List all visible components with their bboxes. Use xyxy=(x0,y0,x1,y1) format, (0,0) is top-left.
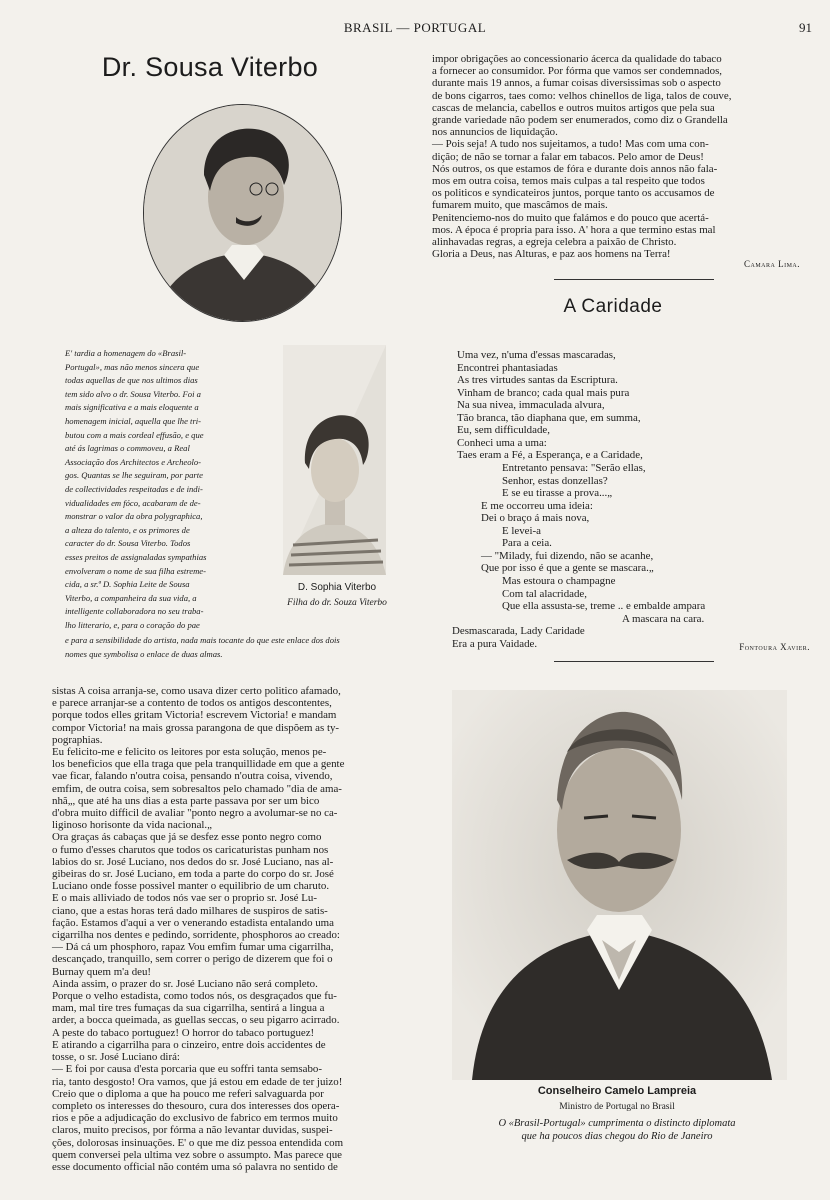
text-line: descançado, tranquillo, sem correr o perigo de dizerem que foi o xyxy=(52,953,333,966)
text-line: ciano, que a estas horas terá dado milhares de suspiros de satis- xyxy=(52,904,328,917)
text-line: cascas de melancia, cabellos e outros muitos artigos que pela sua xyxy=(432,101,715,114)
viterbo-caption-text xyxy=(65,347,255,632)
text-line: caracter do dr. Sousa Viterbo. Todos xyxy=(65,538,191,549)
text-line: mais significativa e a mais eloquente a xyxy=(65,402,199,413)
text-line: A peste do tabaco portuguez! O horror do tabaco portuguez! xyxy=(52,1026,315,1039)
text-line: tosse, o sr. José Luciano dirá: xyxy=(52,1051,180,1064)
text-line: vidualidades em fóco, acabaram de de- xyxy=(65,497,201,508)
poem-line: E me occorreu uma ideia: xyxy=(481,499,593,512)
text-line: arder, a bocca queimada, as guellas seccas, o seu pigarro acirrado. xyxy=(52,1014,340,1027)
sophia-portrait-photo-icon xyxy=(283,345,386,575)
text-line: rios e põe a adjudicação do exclusivo de fabrico em termos muito xyxy=(52,1112,338,1125)
text-line: intelligente collaboradora no seu traba- xyxy=(65,606,204,617)
lampreia-name: Conselheiro Camelo Lampreia xyxy=(537,1085,697,1097)
text-line: Vinham de branco; cada qual mais pura xyxy=(457,386,630,399)
text-line: homenagem inicial, aquella que lhe tri- xyxy=(65,415,202,426)
article-title-viterbo: Dr. Sousa Viterbo xyxy=(101,52,319,82)
viterbo-caption-wide xyxy=(65,634,425,661)
text-line: liginoso horisonte da vida nacional.„ xyxy=(52,819,212,832)
text-line: Portugal», mas não menos sincera que xyxy=(65,361,200,372)
text-line: claros, muito precisos, por fórma a não levantar duvidas, suspei- xyxy=(52,1124,333,1137)
text-line: Creio que o diploma a que ha pouco me referi salvaguarda por xyxy=(52,1087,324,1100)
text-line: fumarem muito, que mascâmos de mais. xyxy=(432,199,608,212)
text-line: Tão branca, tão diaphana que, em summa, xyxy=(457,411,641,424)
text-line: Viterbo, a companheira da sua vida, a xyxy=(65,592,197,603)
poem-stanza-2 xyxy=(452,462,654,575)
left-bottom-article xyxy=(52,685,418,1173)
text-line: ria, tanto desgosto! Ora vamos, que já estou em edade de ter juizo! xyxy=(52,1075,343,1088)
text-line: ções, dolorosas insinuações. E' o que me diz pessoa entendida com xyxy=(52,1136,344,1149)
lampreia-role: Ministro de Portugal no Brasil xyxy=(559,1102,675,1112)
text-line: los beneficios que ella traga que pela tranquillidade em que a gente xyxy=(52,758,345,771)
text-line: até ás lagrimas o commoveu, a Real xyxy=(65,443,190,454)
text-line: Na sua nivea, immaculada alvura, xyxy=(457,399,605,411)
text-line: E atirando a cigarrilha para o cinzeiro, entre dois accidentes de xyxy=(52,1038,326,1051)
text-line: Penitenciemo-nos do muito que falámos e do pouco que acertá- xyxy=(432,211,709,224)
text-line: — E foi por causa d'esta porcaria que eu soffri tanta semsabo- xyxy=(52,1063,322,1076)
lampreia-caption-line-2: que ha poucos dias chegou do Rio de Janeiro xyxy=(521,1131,713,1142)
text-line: os politicos e syndicateiros juntos, porque tanto os accusamos de xyxy=(432,187,715,200)
text-line: — Pois seja! A tudo nos sujeitamos, a tudo! Mas com uma con- xyxy=(432,138,709,151)
signature-camara-lima: Camara Lima. xyxy=(743,259,800,269)
text-line: mos. A época é propria para isso. A' hora a que termino estas mal xyxy=(432,223,716,236)
poem-line: — "Milady, fui dizendo, não se acanhe, xyxy=(481,549,654,562)
text-line: Nós outros, os que estamos de fóra e durante dois annos não fala- xyxy=(432,162,718,175)
text-line: envolveram o nome de sua filha estreme- xyxy=(65,565,206,576)
viterbo-caption-block xyxy=(65,347,255,632)
poem-stanza-3 xyxy=(452,575,705,650)
text-line: fação. Estamos d'aqui a ver o venerando estadista entalando uma xyxy=(52,916,334,929)
text-line: — Dá cá um phosphoro, rapaz Vou emfim fumar uma cigarrilha, xyxy=(52,941,334,954)
text-line: sistas A coisa arranja-se, como usava dizer certo politico afamado, xyxy=(52,685,341,697)
text-line: Eu, sem difficuldade, xyxy=(457,424,550,436)
poem-line: A mascara na cara. xyxy=(622,612,705,625)
text-line: Eu felicito-me e felicito os leitores por esta solução, menos pe- xyxy=(52,746,327,759)
text-line: gibeiras do sr. José Luciano, em toda a parte do corpo do sr. José xyxy=(52,868,334,881)
text-line: cigarrilha nos dentes e pedindo, sorridente, phosphoros ao creado: xyxy=(52,929,340,942)
text-line: alinhavadas regras, a egreja celebra a paixão de Christo. xyxy=(432,236,677,249)
sophia-caption-sub: Filha do dr. Souza Viterbo xyxy=(287,598,387,608)
text-line: E' tardia a homenagem do «Brasil- xyxy=(65,348,187,358)
text-line: e parece arranjar-se a contento de todos os antigos descontentes, xyxy=(52,697,332,710)
lampreia-portrait-photo-icon xyxy=(452,690,787,1080)
text-line: Porque o velho estadista, como todos nós, os desgraçados que fu- xyxy=(52,990,337,1003)
poem-line: Desmascarada, Lady Caridade xyxy=(452,625,585,637)
poem-stanza-1 xyxy=(457,349,643,462)
signature-fontoura-xavier: Fontoura Xavier. xyxy=(739,642,810,652)
text-line: tem sido alvo o dr. Sousa Viterbo. Foi a xyxy=(65,388,201,399)
text-line: Conheci uma a uma: xyxy=(457,436,547,449)
poem-line: Entretanto pensava: "Serão ellas, xyxy=(502,462,646,474)
poem-line: Com tal alacridade, xyxy=(502,587,587,600)
text-line: Gloria a Deus, nas Alturas, e paz aos homens na Terra! xyxy=(432,248,671,261)
divider-rule xyxy=(554,661,714,662)
text-line: As tres virtudes santas da Escriptura. xyxy=(457,374,618,386)
text-line: emfim, de outra coisa, sem sobresaltos pelo chamado "dia de ama- xyxy=(52,782,342,795)
poem-line: Era a pura Vaidade. xyxy=(452,637,538,650)
text-line: de collectividades respeitadas e de indi- xyxy=(65,483,203,494)
text-line: esse documento official não contém uma só palavra no sentido de xyxy=(52,1160,338,1173)
text-line: labios do sr. José Luciano, nos dedos do sr. José Luciano, nas al- xyxy=(52,855,334,868)
text-line: dição; de não se tornar a falar em tabacos. Pelo amor de Deus! xyxy=(432,150,704,163)
text-line: Burnay quem m'a deu! xyxy=(52,965,152,978)
text-line: lho litterario, e, para o coração do pae xyxy=(65,619,200,630)
text-line: Associação dos Architectos e Archeolo- xyxy=(65,456,202,467)
lampreia-caption-line-1: O «Brasil-Portugal» cumprimenta o distincto diplomata xyxy=(498,1118,736,1129)
text-line: Taes eram a Fé, a Esperança, e a Caridade, xyxy=(457,449,643,461)
text-line: d'obra muito difficil de avaliar "ponto negro a avolumar-se no ca- xyxy=(52,807,338,820)
text-line: todas aquellas de que nos ultimos dias xyxy=(65,375,198,386)
poem-line: Para a ceia. xyxy=(502,537,552,549)
text-line: E o mais alliviado de todos nós vae ser o proprio sr. José Lu- xyxy=(52,892,317,905)
text-line: durante mais 19 annos, a fumar coisas diversissimas sob o aspecto xyxy=(432,77,721,90)
text-line: Encontrei phantasiadas xyxy=(457,361,558,374)
portrait-photo-icon xyxy=(143,104,342,322)
poem-line: E levei-a xyxy=(502,524,541,537)
text-line: grande variedade não podem ser enumerados, como diz o Grandella xyxy=(432,114,728,127)
text-line: Ainda assim, o prazer do sr. José Luciano não será completo. xyxy=(52,977,318,990)
text-line: quem conversei pela ultima vez sobre o assumpto. Mas parece que xyxy=(52,1148,343,1161)
text-line: Ora graças ás cabaças que já se desfez esse ponto negro como xyxy=(52,831,322,844)
text-line: o fumo d'esses charutos que todos os caricaturistas punham nos xyxy=(52,843,329,856)
text-line: esses preitos de assignaladas sympathias xyxy=(65,551,207,562)
text-line: mam, mal tire tres fumaças da sua cigarrilha, sentirá a lingua a xyxy=(52,1002,325,1015)
text-line: monstrar o valor da obra polygraphica, xyxy=(65,511,203,522)
caption-wide-line: e para a sensibilidade do artista, nada mais tocante do que este enlace dos dois xyxy=(65,635,340,645)
text-line: Luciano onde fosse possivel manter o equilibrio de um charuto. xyxy=(52,880,330,893)
sophia-caption-name: D. Sophia Viterbo xyxy=(297,582,377,593)
text-line: porque todos elles gritam Victoria! escrevem Victoria! e mandam xyxy=(52,709,337,722)
poem-line: Senhor, estas donzellas? xyxy=(502,474,608,487)
text-line: cida, a sr.ª D. Sophia Leite de Sousa xyxy=(65,579,190,590)
poem-title: A Caridade xyxy=(563,296,663,317)
text-line: completo os interesses do thesouro, cura dos interesses dos opera- xyxy=(52,1099,340,1112)
text-line: butou com a mais cordeal effusão, e que xyxy=(65,429,204,440)
caption-wide-line: nomes que symbolisa o enlace de duas almas. xyxy=(65,648,223,659)
text-line: nos annuncios de liquidação. xyxy=(432,126,558,139)
poem-line: Que por isso é que a gente se mascara.„ xyxy=(481,562,654,574)
text-line: a altezа do talento, e os primores de xyxy=(65,524,190,535)
right-top-article xyxy=(432,53,794,260)
page-header-title: BRASIL — PORTUGAL xyxy=(343,20,487,35)
text-line: nhã„, que até ha uns dias a esta parte passava por ser um bico xyxy=(52,794,320,807)
text-line: gos. Quantas se lhe seguiram, por parte xyxy=(65,470,203,481)
text-line: pographias. xyxy=(52,733,103,746)
text-line: a fornecer ao consumidor. Por fórma que vamos ser condemnados, xyxy=(432,65,723,78)
page-number: 91 xyxy=(799,20,812,35)
text-line: impor obrigações ao concessionario ácerca da qualidade do tabaco xyxy=(432,53,722,65)
poem-line: Dei o braço á mais nova, xyxy=(481,512,590,524)
divider-rule xyxy=(554,279,714,280)
poem-line: Mas estoura o champagne xyxy=(502,575,616,587)
text-line: vae ficar, falando n'outra coisa, pensando n'outra coisa, vivendo, xyxy=(52,770,333,783)
poem-line: E se eu tirasse a prova...„ xyxy=(502,487,613,499)
poem-line: Que ella assusta-se, treme .. e embalde ampara xyxy=(502,600,706,612)
text-line: de bons cigarros, taes como: velhos chinellos de liga, talos de couve, xyxy=(432,89,732,102)
text-line: mos em outra coisa, temos mais culpas a tal respeito que todos xyxy=(432,175,705,188)
text-line: compor Victoria! na mais grossa parangona de que dispõem as ty- xyxy=(52,721,340,734)
text-line: Uma vez, n'uma d'essas mascaradas, xyxy=(457,349,616,361)
